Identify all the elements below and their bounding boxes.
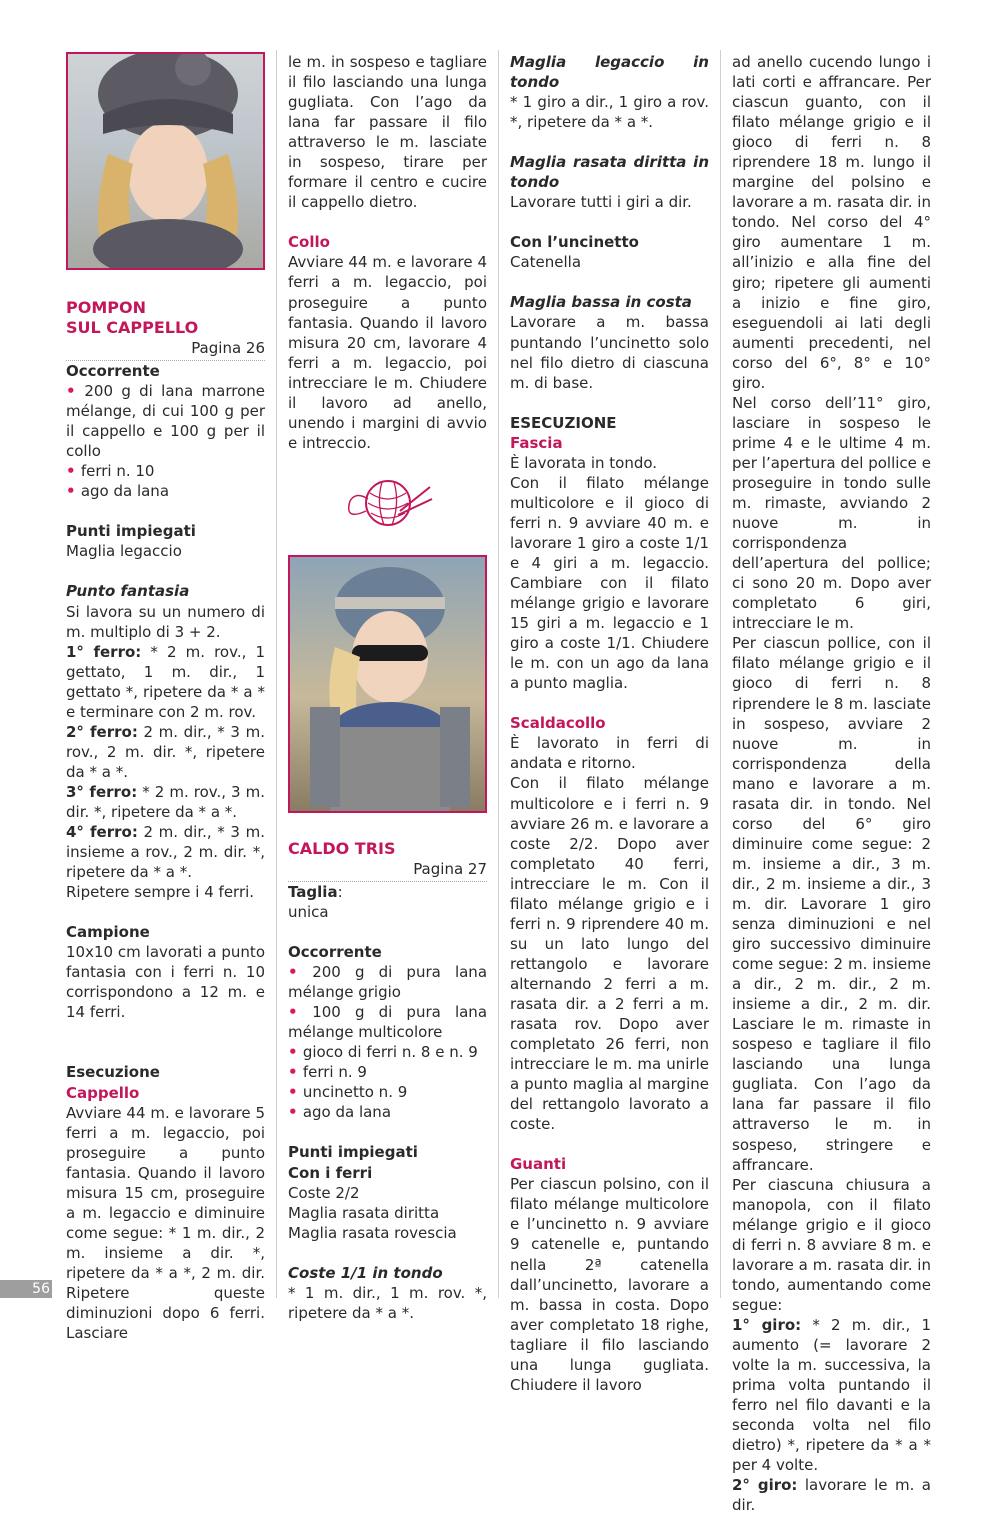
instruction-row [66, 782, 265, 822]
pattern-title-line2: SUL CAPPELLO [66, 318, 199, 337]
paragraph: Per ciascun polsino, con il filato mélange multicolore e l’uncinetto n. 9 avviare 9 catenelle e, puntando nella 2ª catenella dall’uncinetto, lavorare a m. bassa in costa. Dopo aver completato 18 righe, tagliare il filo lasciando una lunga gugliata. Chiudere il lavoro [510, 1175, 709, 1394]
column-divider [276, 50, 277, 1298]
yarn-ball-icon [338, 471, 438, 535]
paragraph: Per ciascun pollice, con il filato mélange grigio e il gioco di ferri n. 8 riprendere le 8 m. lasciate in sospeso, avviare 2 nuove m. in corrispondenza della mano e lavorare a m. rasata dir. in tondo. Nel corso del 6° giro diminuire come segue: 2 m. insieme a dir., 3 m. dir., 2 m. insieme a dir., 3 m. dir. Lavorare 1 giro senza diminuzioni e nel giro successivo diminuire come segue: 2 m. insieme a dir., 2 m. dir., 2 m. insieme a dir., 2 m. dir. Lasciare le m. rimaste in sospeso e tagliare il filo lasciando una lunga gugliata. Con l’ago da lana far passare il filo attraverso le m. in sospeso, stringere e affrancare. [732, 634, 931, 1174]
paragraph: Avviare 44 m. e lavorare 4 ferri a m. legaccio, poi proseguire a punto fantasia. Quando il lavoro misura 20 cm, lavorare 4 ferri a m. legaccio, poi intrecciare le m. Chiudere il lavoro ad anello, unendo i margini di avvio e intreccio. [288, 253, 487, 452]
paragraph: * 1 giro a dir., 1 giro a rov. *, ripetere da * a *. [510, 93, 709, 132]
row-text: * 2 m. dir., 1 aumento (= lavorare 2 volte la m. successiva, la prima volta puntando il ferro nel filo davanti e la seconda volta nel filo dietro) *, ripetere da * a * per 4 volte. [732, 1315, 931, 1475]
pattern-title: POMPON [66, 298, 146, 317]
page-number: 56 [0, 1280, 52, 1298]
page-reference: Pagina 26 [66, 338, 265, 361]
section-heading: Punti impiegati [66, 522, 196, 541]
paragraph: Maglia legaccio [66, 542, 182, 561]
list-item: • uncinetto n. 9 [288, 1082, 487, 1102]
subsection-heading: Con i ferri [288, 1163, 373, 1182]
section-heading: Occorrente [288, 943, 382, 962]
row-label: 1° ferro: [66, 642, 142, 661]
list-item: • ago da lana [288, 1102, 487, 1122]
paragraph: * 1 m. dir., 1 m. rov. *, ripetere da * a *. [288, 1283, 487, 1322]
paragraph: Lavorare tutti i giri a dir. [510, 193, 692, 212]
paragraph: Maglia rasata diritta [288, 1203, 440, 1222]
paragraph: Catenella [510, 253, 582, 272]
row-label: 3° ferro: [66, 782, 138, 801]
paragraph: Ripetere sempre i 4 ferri. [66, 883, 255, 902]
instruction-row [732, 1475, 931, 1515]
section-heading: Punti impiegati [288, 1143, 418, 1162]
paragraph: Con il filato mélange multicolore e il gioco di ferri n. 9 avviare 40 m. e lavorare 1 giro a coste 1/1 e 4 giri a m. legaccio. Cambiare con il filato mélange grigio e lavorare 15 giri a m. legaccio e 1 giro a coste 1/1. Chiudere le m. con un ago da lana a punto maglia. [510, 473, 709, 693]
model-with-hat-illustration [68, 54, 263, 268]
paragraph: Maglia rasata rovescia [288, 1223, 457, 1242]
row-text: 2 m. dir., * 3 m. rov., 2 m. dir. *, ripetere da * a *. [66, 722, 265, 781]
list-item: • ago da lana [66, 481, 265, 501]
row-label: 1° giro: [732, 1315, 802, 1334]
subsection-heading: Scaldacollo [510, 714, 606, 733]
list-item: • ferri n. 10 [66, 461, 265, 481]
row-label: 2° ferro: [66, 722, 138, 741]
instruction-row [66, 642, 265, 722]
paragraph: le m. in sospeso e tagliare il filo lasciando una lunga gugliata. Con l’ago da lana far passare il filo attraverso le m. lasciate in sospeso, tirare per formare il centro e cucire il cappello dietro. [288, 53, 487, 212]
instruction-row [66, 722, 265, 782]
column-3 [510, 52, 709, 1395]
column-divider [720, 50, 721, 1298]
paragraph: Con il filato mélange multicolore e i ferri n. 9 avviare 26 m. e lavorare a coste 2/2. Dopo aver completato 40 ferri, intrecciare le m. Con il filato mélange grigio e i ferri n. 9 riprendere 40 m. su un lato lungo del rettangolo e lavorare alternando 2 ferri a m. rasata dir. a 2 ferri a m. rasata rov. Dopo aver completato 26 ferri, non intrecciare le m. ma unirle a punto maglia al margine del rettangolo lavorato a coste. [510, 774, 709, 1134]
column-1 [66, 52, 265, 1343]
pattern-title: CALDO TRIS [288, 838, 396, 858]
paragraph: Lavorare a m. bassa puntando l’uncinetto solo nel filo dietro di ciascuna m. di base. [510, 313, 709, 392]
subsection-heading: Maglia rasata diritta in tondo [510, 153, 709, 192]
row-label: 4° ferro: [66, 823, 138, 842]
section-heading: Esecuzione [66, 1063, 160, 1082]
paragraph: Coste 2/2 [288, 1183, 360, 1202]
section-heading: Campione [66, 923, 150, 942]
paragraph: unica [288, 902, 329, 921]
subsection-heading: Fascia [510, 433, 563, 452]
paragraph: Per ciascuna chiusura a manopola, con il filato mélange grigio e il gioco di ferri n. 8 avviare 8 m. e lavorare a m. rasata dir. in tondo, aumentando come segue: [732, 1175, 931, 1314]
size-line: Taglia: [288, 882, 343, 901]
paragraph: Si lavora su un numero di m. multiplo di 3 + 2. [66, 602, 265, 641]
page-reference: Pagina 27 [288, 859, 487, 882]
row-text: * 2 m. rov., 3 m. dir. *, ripetere da * a *. [66, 782, 265, 821]
row-text: lavorare le m. a dir. [732, 1476, 931, 1515]
subsection-heading: Cappello [66, 1083, 140, 1102]
list-item: • gioco di ferri n. 8 e n. 9 [288, 1042, 487, 1062]
column-2 [288, 52, 487, 1323]
list-item: • 200 g di lana marrone mélange, di cui 100 g per il cappello e 100 g per il collo [66, 381, 265, 461]
row-label: 2° giro: [732, 1476, 798, 1495]
subsection-heading: Maglia bassa in costa [510, 293, 692, 312]
caldo-tris-photo [288, 555, 487, 813]
subsection-heading: Con l’uncinetto [510, 233, 639, 252]
paragraph: Avviare 44 m. e lavorare 5 ferri a m. legaccio, poi proseguire a punto fantasia. Quando il lavoro misura 15 cm, proseguire a m. legaccio e diminuire come segue: * 1 m. dir., 2 m. insieme a dir. *, ripetere da * a *, 2 m. dir. Ripetere queste diminuzioni dopo 6 ferri. Lasciare [66, 1103, 265, 1343]
subsection-heading: Punto fantasia [66, 582, 190, 601]
paragraph: ad anello cucendo lungo i lati corti e affrancare. Per ciascun guanto, con il filato mélange grigio e il gioco di ferri n. 8 riprendere 18 m. lungo il margine del polsino e lavorare a m. rasata dir. in tondo. Nel corso del 4° giro aumentare 1 m. all’inizio e alla fine del giro; ripetere gli aumenti a inizio e fine giro, eseguendoli ai lati degli aumenti precedenti, nel corso del 6°, 8° e 10° giro. [732, 53, 931, 392]
subsection-heading: Coste 1/1 in tondo [288, 1263, 443, 1282]
paragraph: È lavorato in ferri di andata e ritorno. [510, 734, 709, 773]
row-text: 2 m. dir., * 3 m. insieme a rov., 2 m. dir. *, ripetere da * a *. [66, 823, 265, 882]
subsection-heading: Collo [288, 233, 330, 252]
column-divider [498, 50, 499, 1298]
instruction-row [732, 1315, 931, 1475]
instruction-row [66, 822, 265, 882]
section-heading: Occorrente [66, 362, 160, 381]
subsection-heading: Guanti [510, 1155, 567, 1174]
section-heading: ESECUZIONE [510, 413, 617, 432]
paragraph: Nel corso dell’11° giro, lasciare in sospeso le prime 4 e le ultime 4 m. per l’apertura del pollice e proseguire in tondo sulle m. rimaste, avviando 2 nuove m. in corrispondenza dell’apertura del pollice; ci sono 20 m. Dopo aver completato 6 giri, intrecciare le m. [732, 393, 931, 633]
hat-scarf-photo [66, 52, 265, 270]
section-heading: Taglia [288, 882, 338, 901]
list-item: • 200 g di pura lana mélange grigio [288, 962, 487, 1002]
list-item: • 100 g di pura lana mélange multicolore [288, 1002, 487, 1042]
list-item: • ferri n. 9 [288, 1062, 487, 1082]
row-text: * 2 m. rov., 1 gettato, 1 m. dir., 1 gettato *, ripetere da * a * e terminare con 2 m. rov. [66, 642, 265, 721]
subsection-heading: Maglia legaccio in tondo [510, 53, 709, 92]
paragraph: È lavorata in tondo. [510, 453, 658, 472]
paragraph: 10x10 cm lavorati a punto fantasia con i ferri n. 10 corrispondono a 12 m. e 14 ferri. [66, 943, 265, 1022]
column-4 [732, 52, 931, 1515]
model-with-gloves-illustration [290, 557, 485, 811]
